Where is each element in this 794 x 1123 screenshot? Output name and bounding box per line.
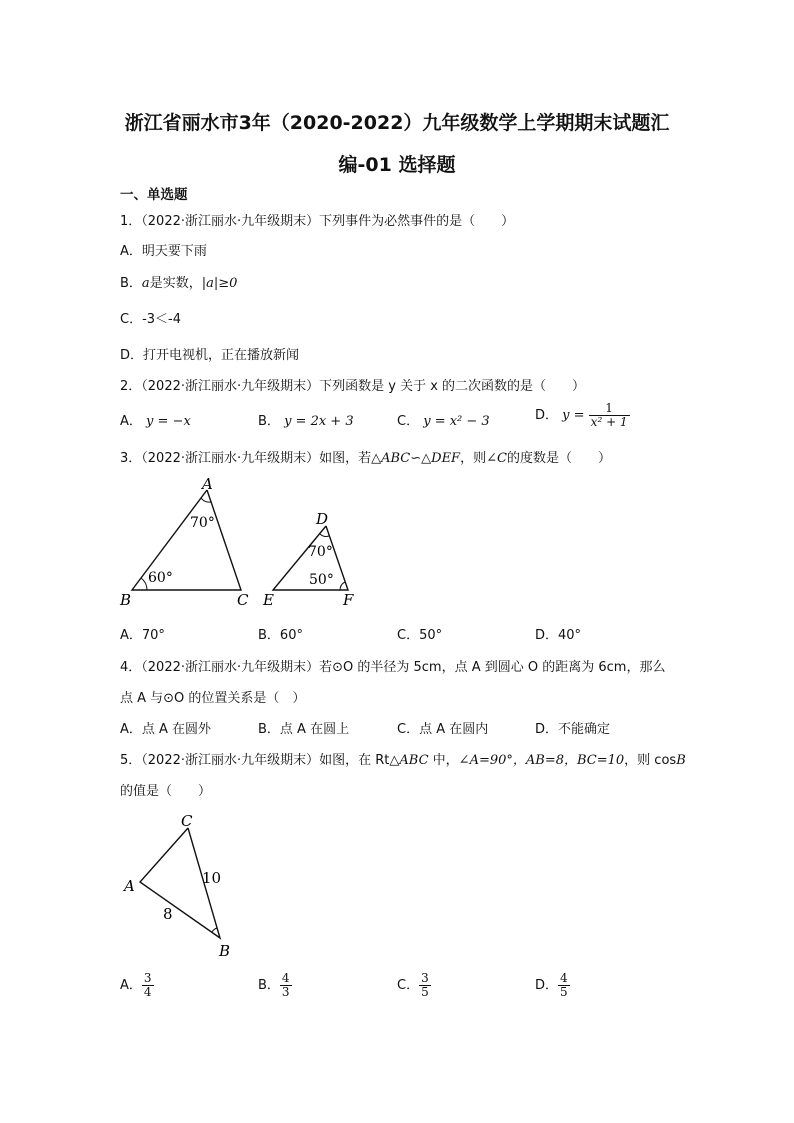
side-bc-length: 10 (202, 869, 222, 887)
angle-f-arc (340, 582, 345, 590)
label-c: C (237, 591, 249, 609)
q5-stem-line1: 5．（2022·浙江丽水·九年级期末）如图，在 Rt△ABC 中，∠A=90°，AB=8，BC=10，则 cosB (120, 753, 686, 768)
q1-option-a: A．明天要下雨 (120, 244, 207, 259)
q5-option-a-fraction: $\frac{3}{4}$ (143, 971, 152, 999)
q2-stem: 2．（2022·浙江丽水·九年级期末）下列函数是 y 关于 x 的二次函数的是（ ） (120, 379, 586, 394)
q2-option-d-lhs: y = (562, 408, 585, 423)
q1-option-b (120, 272, 237, 291)
label-a: A (202, 475, 213, 493)
q2-option-c (397, 410, 490, 429)
section-heading: 一、单选题 (120, 187, 188, 203)
q5-option-d-fraction: $\frac{4}{5}$ (560, 971, 568, 999)
label-b: B (219, 942, 231, 960)
document-title-line1: 浙江省丽水市3年（2020-2022）九年级数学上学期期末试题汇 (124, 112, 670, 134)
q2-option-a-expr: y = −x (146, 414, 191, 429)
angle-d-arc (320, 534, 329, 536)
q5-stem-line2: 的值是（ ） (120, 784, 212, 799)
q1-option-b-var: a (141, 276, 150, 291)
angle-d-value: 70° (308, 544, 333, 560)
q3-option-a: A．70° (120, 628, 165, 643)
q3-option-d: D．40° (535, 628, 582, 643)
label-c: C (181, 812, 193, 830)
q1-stem: 1．（2022·浙江丽水·九年级期末）下列事件为必然事件的是（ ） (120, 214, 515, 229)
q2-option-a (120, 410, 191, 429)
q4-option-b: B．点 A 在圆上 (258, 722, 350, 737)
q2-option-b (258, 410, 354, 429)
q5-option-c-fraction: $\frac{3}{5}$ (421, 971, 429, 999)
q2-option-c-expr: y = x² − 3 (423, 414, 490, 429)
q2-option-a-label: A． (120, 414, 142, 429)
angle-a-value: 70° (190, 515, 215, 531)
q5-option-d: D． $\frac{4}{5}$ (535, 971, 568, 999)
label-b: B (120, 591, 132, 609)
label-a: A (124, 877, 135, 895)
angle-b-value: 60° (148, 570, 173, 586)
label-d: D (316, 510, 329, 528)
label-f: F (343, 591, 354, 609)
q1-option-c: C．-3＜-4 (120, 312, 182, 327)
q4-option-d: D．不能确定 (535, 722, 611, 737)
q1-option-d: D．打开电视机，正在播放新闻 (120, 348, 300, 363)
angle-b-arc (141, 578, 147, 590)
angle-b-arc (212, 928, 217, 932)
q4-option-a: A．点 A 在圆外 (120, 722, 212, 737)
angle-f-value: 50° (309, 572, 334, 588)
q5-option-a: A． $\frac{3}{4}$ (120, 971, 152, 999)
q3-stem: 3．（2022·浙江丽水·九年级期末）如图，若△ABC∽△DEF，则∠C的度数是（ ） (120, 451, 611, 466)
document-title-line2: 编-01 选择题 (338, 154, 456, 176)
q2-option-d-fraction: $\frac{1}{\text{x² + 1}}$ (590, 401, 628, 429)
q2-option-b-expr: y = 2x + 3 (284, 414, 354, 429)
q4-option-c: C．点 A 在圆内 (397, 722, 489, 737)
q5-option-c: C． $\frac{3}{5}$ (397, 971, 429, 999)
side-ab-length: 8 (163, 905, 173, 923)
q4-stem-line1: 4．（2022·浙江丽水·九年级期末）若⊙O 的半径为 5cm，点 A 到圆心 O 的距离为 6cm，那么 (120, 660, 666, 675)
q5-right-triangle-figure (118, 810, 248, 965)
q3-option-b: B．60° (258, 628, 303, 643)
q2-option-d (535, 402, 630, 429)
q3-option-c: C．50° (397, 628, 443, 643)
q2-option-d-label: D． (535, 408, 559, 423)
q5-option-b-fraction: $\frac{4}{3}$ (281, 971, 290, 999)
q2-option-c-label: C． (397, 414, 420, 429)
q2-option-b-label: B． (258, 414, 280, 429)
q5-option-b: B． $\frac{4}{3}$ (258, 971, 290, 999)
label-e: E (263, 591, 274, 609)
q1-option-b-text: 是实数， (149, 276, 202, 291)
q1-option-b-prefix: B． (120, 276, 142, 291)
q1-option-b-abs: |a|≥0 (201, 276, 238, 291)
q3-triangles-figure (115, 472, 365, 612)
q4-stem-line2: 点 A 与⊙O 的位置关系是（ ） (120, 691, 306, 706)
